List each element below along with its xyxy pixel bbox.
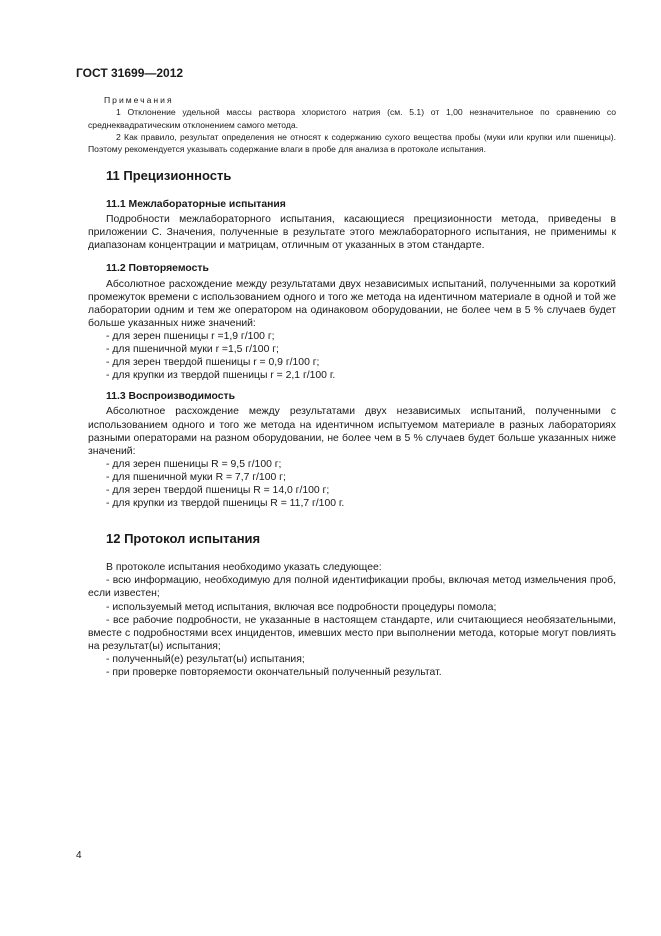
list-item: - всю информацию, необходимую для полной идентификации пробы, включая метод измельчения проб, если известен;	[88, 575, 616, 600]
subsection-11-1-title: 11.1 Межлабораторные испытания	[106, 199, 286, 211]
section-11-title: 11 Прецизионность	[106, 168, 232, 183]
subsection-11-2-text: Абсолютное расхождение между результатами двух независимых испытаний, полученными за короткий промежуток времени с использованием одного и того же метода на идентичном материале в одной и той же лаборатории одним и тем же оператором на одинаковом оборудовании, не более чем в 5 % случаев будет больше указанных ниже значений:	[88, 278, 616, 329]
subsection-11-1-text: Подробности межлабораторного испытания, касающиеся прецизионности метода, приведены в приложении С. Значения, полученные в результате этого межлабораторного испытания, не применимы к диапазонам концентрации и матрицам, отличным от указанных в этом стандарте.	[88, 214, 616, 252]
list-item: - используемый метод испытания, включая все подробности процедуры помола;	[106, 601, 497, 613]
standard-header: ГОСТ 31699—2012	[76, 66, 184, 80]
document-body	[88, 169, 616, 679]
subsection-11-2-title: 11.2 Повторяемость	[106, 263, 209, 275]
list-item: - для пшеничной муки r =1,5 г/100 г;	[106, 344, 279, 356]
repeatability-list	[88, 330, 616, 382]
list-item: - при проверке повторяемости окончательный полученный результат.	[106, 667, 442, 678]
list-item: - для крупки из твердой пшеницы R = 11,7 г/100 г.	[106, 498, 345, 510]
subsection-11-3-title: 11.3 Воспроизводимость	[106, 391, 236, 403]
list-item: - для пшеничной муки R = 7,7 г/100 г;	[106, 471, 286, 483]
list-item: - для зерен твердой пшеницы r = 0,9 г/100 г;	[106, 357, 320, 369]
page-number: 4	[76, 850, 82, 861]
section-12-intro: В протоколе испытания необходимо указать следующее:	[106, 562, 382, 574]
subsection-11-3-text: Абсолютное расхождение между результатами двух независимых испытаний, полученными с использованием одного и того же метода на идентичном испытуемом материале в разных лабораториях разными операторами на разном оборудовании, не более чем в 5 % случаев будет больше указанных ниже значений:	[88, 406, 616, 457]
notes-title: Примечания	[104, 95, 174, 105]
list-item: - для зерен пшеницы r =1,9 г/100 г;	[106, 330, 275, 342]
note-2: 2 Как правило, результат определения не относят к содержанию сухого вещества пробы (муки или крупки или пшеницы). Поэтому рекомендуется указывать содержание влаги в пробе для анализа в протоколе испытания.	[88, 131, 616, 155]
list-item: - все рабочие подробности, не указанные в настоящем стандарте, или считающиеся необязательными, вместе с подробностями всех инцидентов, имевших место при выполнении метода, которые могут повлиять на результат(ы) испытания;	[88, 614, 616, 652]
notes-block	[88, 94, 616, 155]
list-item: - для зерен пшеницы R = 9,5 г/100 г;	[106, 458, 282, 470]
list-item: - полученный(е) результат(ы) испытания;	[106, 653, 305, 665]
list-item: - для зерен твердой пшеницы R = 14,0 г/100 г;	[106, 484, 330, 496]
reproducibility-list	[88, 458, 616, 510]
section-12-title: 12 Протокол испытания	[106, 531, 261, 547]
note-1: 1 Отклонение удельной массы раствора хлористого натрия (см. 5.1) от 1,00 незначительное по сравнению со среднеквадратическим отклонением самого метода.	[88, 107, 616, 130]
list-item: - для крупки из твердой пшеницы r = 2,1 г/100 г.	[106, 370, 336, 382]
